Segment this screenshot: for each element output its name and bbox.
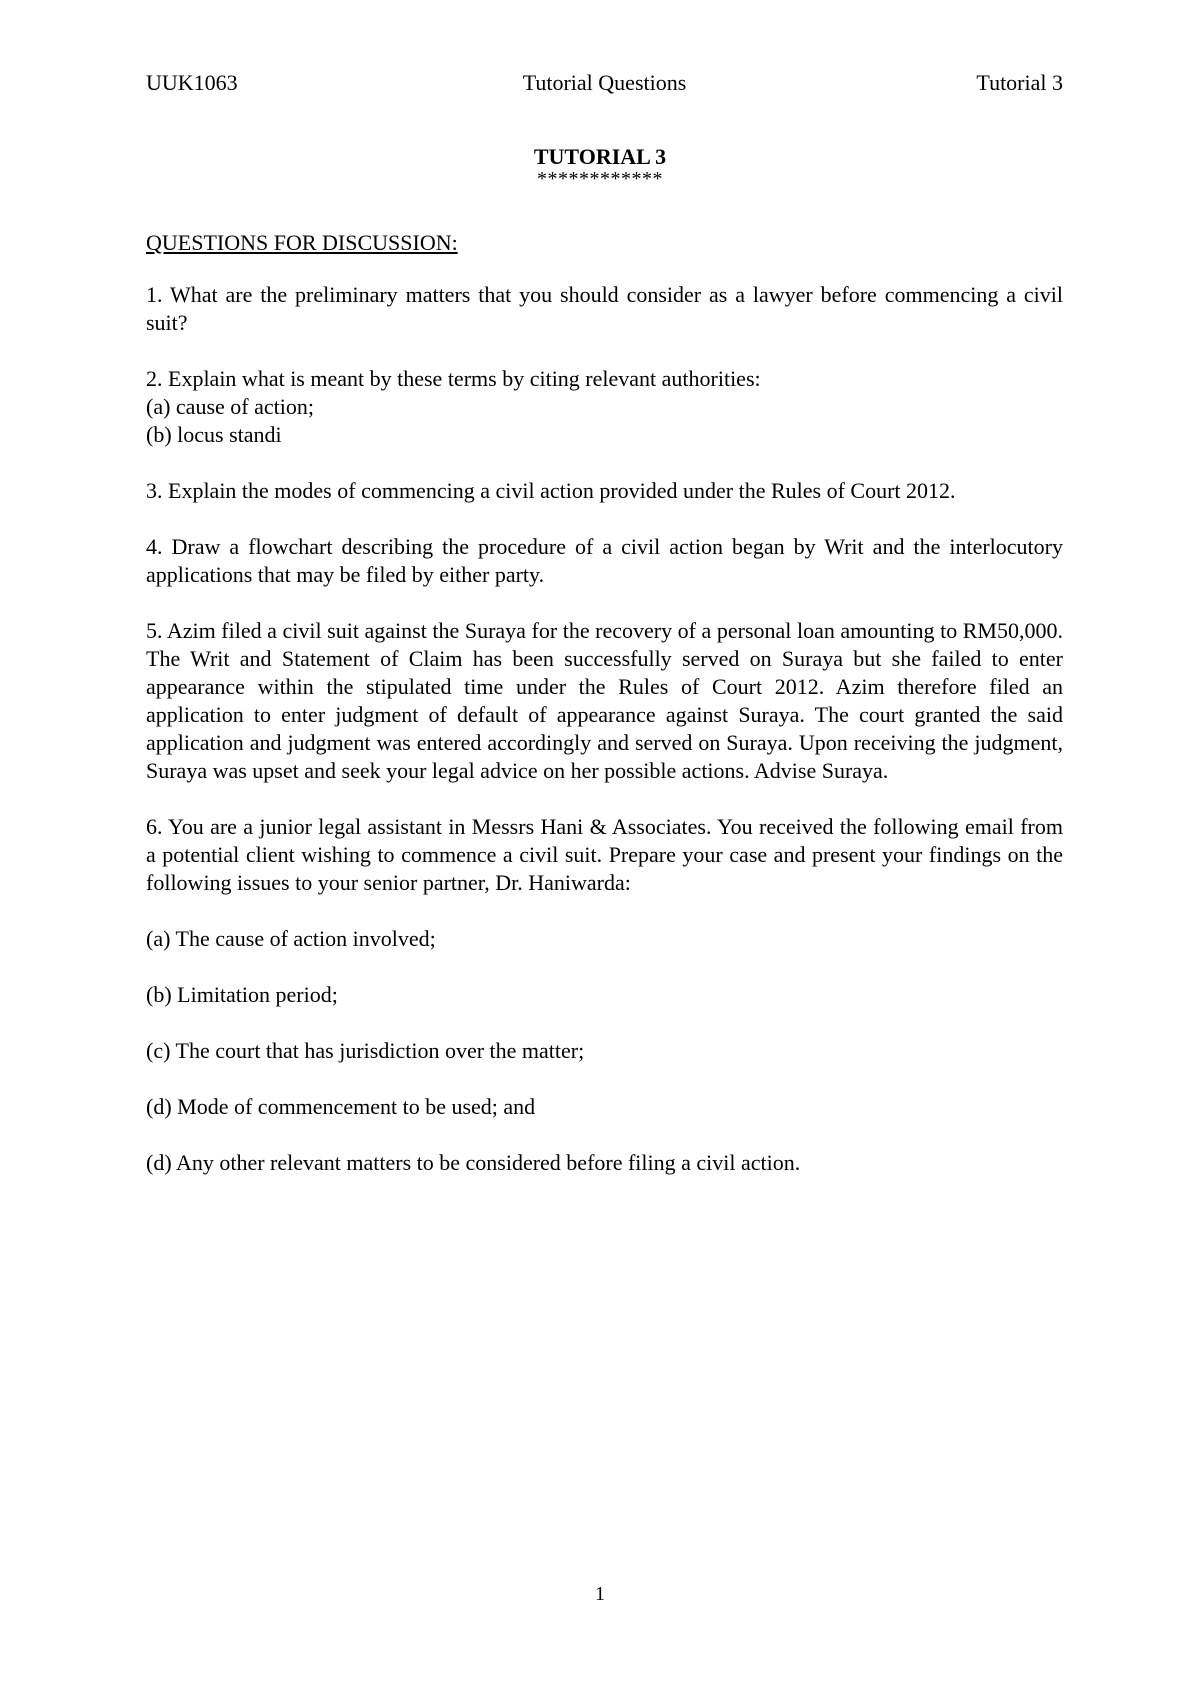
question-6-item-a: (a) The cause of action involved; <box>146 926 436 951</box>
question-2-intro: 2. Explain what is meant by these terms by citing relevant authorities: <box>146 366 761 391</box>
question-6-item-b: (b) Limitation period; <box>146 982 338 1007</box>
page-title: TUTORIAL 3 <box>533 144 667 169</box>
page-number: 1 <box>595 1583 605 1605</box>
header-tutorial-number: Tutorial 3 <box>976 70 1063 95</box>
section-heading: QUESTIONS FOR DISCUSSION: <box>146 230 458 255</box>
question-5: 5. Azim filed a civil suit against the Suraya for the recovery of a personal loan amounting to RM50,000. The Writ and Statement of Claim has been successfully served on Suraya but she failed to enter appearance within the stipulated time under the Rules of Court 2012. Azim therefore filed an application to enter judgment of default of appearance against Suraya. The court granted the said application and judgment was entered accordingly and served on Suraya. Upon receiving the judgment, Suraya was upset and seek your legal advice on her possible actions. Advise Suraya. <box>146 618 1063 783</box>
header-course-code: UUK1063 <box>146 70 238 95</box>
question-1: 1. What are the preliminary matters that you should consider as a lawyer before commencing a civil suit? <box>146 282 1063 335</box>
running-header <box>146 70 1063 100</box>
header-document-type: Tutorial Questions <box>522 70 687 95</box>
question-6-item-c: (c) The court that has jurisdiction over the matter; <box>146 1038 585 1063</box>
title-divider: ************ <box>537 168 663 190</box>
question-2-item-b: (b) locus standi <box>146 422 282 447</box>
document-body <box>146 229 1063 1205</box>
question-6-intro: 6. You are a junior legal assistant in Messrs Hani & Associates. You received the following email from a potential client wishing to commence a civil suit. Prepare your case and present your findings on the following issues to your senior partner, Dr. Haniwarda: <box>146 814 1063 895</box>
question-6-item-d-mode: (d) Mode of commencement to be used; and <box>146 1094 536 1119</box>
question-2-item-a: (a) cause of action; <box>146 394 314 419</box>
question-2 <box>146 365 1063 449</box>
question-3: 3. Explain the modes of commencing a civil action provided under the Rules of Court 2012. <box>146 478 956 503</box>
question-6-item-d-other: (d) Any other relevant matters to be considered before filing a civil action. <box>146 1150 801 1175</box>
question-4: 4. Draw a flowchart describing the procedure of a civil action began by Writ and the interlocutory applications that may be filed by either party. <box>146 534 1063 587</box>
title-block <box>0 144 1200 188</box>
